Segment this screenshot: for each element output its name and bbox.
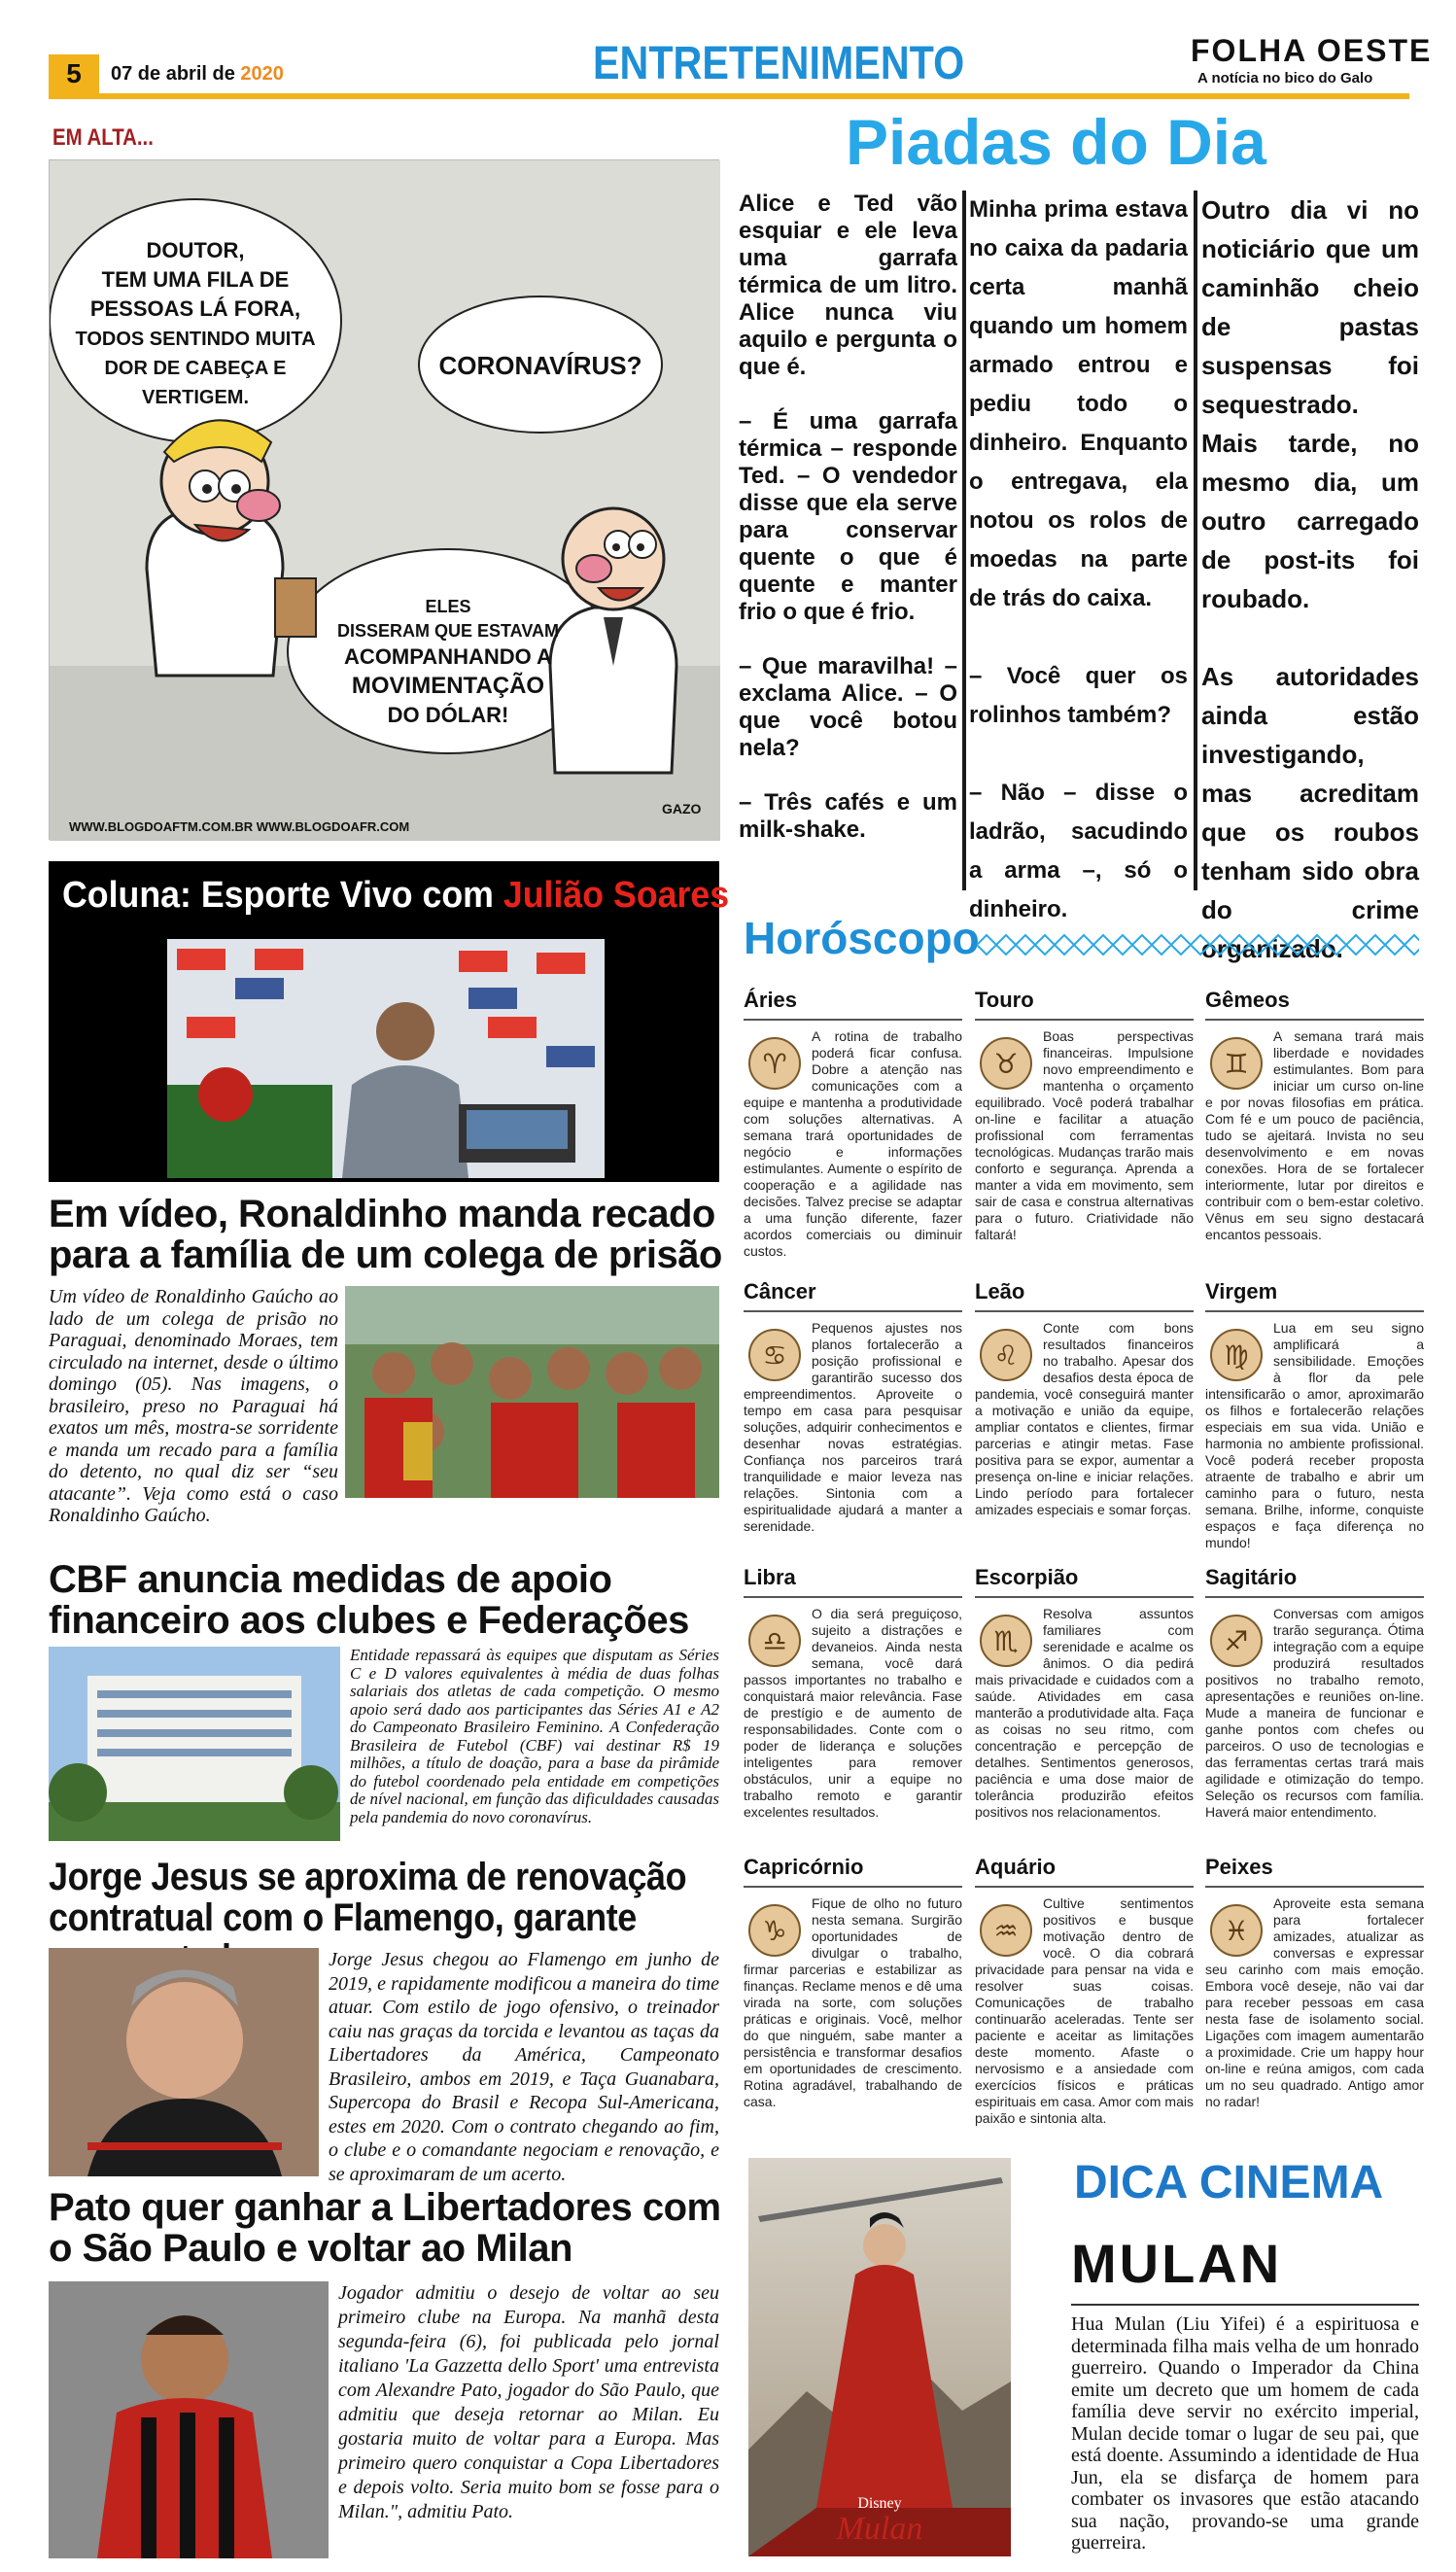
capricorn-icon — [747, 1903, 802, 1958]
cbf-headline: CBF anuncia medidas de apoio financeiro aos clubes e Federações — [49, 1558, 689, 1642]
piada-paragraph: As autoridades ainda estão investigando, mas acreditam que os roubos tenham sido obra do crime organizado. — [1201, 662, 1419, 963]
sign-text: ♐ Conversas com amigos trarão segurança. Ótima integração com a equipe produzirá resultados positivos no trabalho remoto, apresentações e reuniões on-line. Mude a maneira de funcionar e ganhe pontos com chefes ou parceiros. O uso de tecnologias e das ferramentas certas trará mais agilidade e otimização do tempo. Seleção os recursos com família. Haverá maior entendimento. — [1205, 1606, 1424, 1820]
piada-column-3 — [1201, 191, 1419, 1007]
svg-text:♏: ♏ — [993, 1625, 1019, 1657]
newspaper-brand: FOLHA OESTE — [1191, 33, 1433, 68]
sign-rule — [744, 1596, 962, 1598]
piada-paragraph: Minha prima estava no caixa da padaria certa manhã quando um homem armado entrou e pediu todo o dinheiro. Enquanto o entregava, ela notou os rolos de moedas na parte de trás do caixa. — [969, 196, 1188, 611]
svg-text:DOR DE CABEÇA E: DOR DE CABEÇA E — [104, 358, 287, 379]
ronaldinho-headline: Em vídeo, Ronaldinho manda recado para a família de um colega de prisão — [49, 1193, 722, 1276]
svg-text:DO DÓLAR!: DO DÓLAR! — [387, 703, 509, 727]
sign-name: Câncer — [744, 1279, 816, 1303]
svg-text:♊: ♊ — [1224, 1048, 1249, 1080]
piada-paragraph: – Não – disse o ladrão, sacudindo a arma –, só o dinheiro. — [969, 780, 1188, 922]
header-rule — [49, 93, 1409, 99]
piada-paragraph: – Você quer os rolinhos também? — [969, 663, 1188, 728]
horoscope-sign — [975, 1855, 1194, 2127]
piada-paragraph: – Três cafés e um milk-shake. — [739, 789, 957, 843]
virgo-icon — [1209, 1328, 1264, 1382]
svg-text:♓: ♓ — [1224, 1915, 1249, 1947]
taurus-icon — [979, 1036, 1033, 1091]
sign-rule — [975, 1886, 1194, 1888]
svg-text:♌: ♌ — [993, 1339, 1019, 1372]
column-divider — [1194, 191, 1197, 890]
coluna-title: Coluna: Esporte Vivo com Julião Soares — [62, 875, 730, 916]
sign-rule — [975, 1596, 1194, 1598]
cartoon-label: EM ALTA... — [52, 124, 154, 151]
horoscope-sign — [975, 1565, 1194, 1821]
cartoon-image — [49, 159, 719, 840]
columnist-name: Julião Soares — [503, 875, 730, 916]
poster-brand: Disney — [857, 2495, 902, 2512]
sign-rule — [1205, 1886, 1424, 1888]
horoscopo-pattern — [977, 933, 1419, 956]
svg-text:♍: ♍ — [1224, 1339, 1249, 1372]
sign-text: ♓ Aproveite esta semana para fortalecer amizades, atualizar as conversas e expressar seu carinho com mais emoção. Embora você deseje, não vai dar para receber pessoas em casa nesta fase de isolamento social. Ligações com imagem aumentarão a proximidade. Crie um happy hour on-line e reúna amigos, com cada um no seu quadrado. Antigo amor no radar! — [1205, 1895, 1424, 2109]
cartoon-credit: WWW.BLOGDOAFTM.COM.BR WWW.BLOGDOAFR.COM — [69, 819, 410, 834]
sign-text: ♌ Conte com bons resultados financeiros no trabalho. Apesar dos desafios desta época de pandemia, você conseguirá manter a motivação e união da equipe, ampliar contatos e clientes, firmar parcerias e atingir metas. Fase positiva para se expor, aumentar a presença on-line e iniciar relações. Lindo período para fortalecer amizades especiais e somar forças. — [975, 1320, 1194, 1517]
sign-name: Aquário — [975, 1855, 1057, 1879]
svg-text:♒: ♒ — [993, 1915, 1019, 1947]
scorpio-icon — [979, 1614, 1033, 1668]
sign-name: Leão — [975, 1279, 1025, 1303]
sign-text: ♍ Lua em seu signo amplificará a sensibilidade. Emoções à flor da pele intensificarão o amor, aproximarão os filhos e fortalecerão relações especiais em sua vida. União e harmonia no ambiente profissional. Você poderá receber proposta atraente de trabalho e abrir um caminho para o futuro, nesta semana. Brilhe, informe, conquiste espaços e faça diferença no mundo! — [1205, 1320, 1424, 1550]
mulan-poster — [748, 2158, 1011, 2556]
svg-text:♑: ♑ — [762, 1915, 787, 1947]
sign-text: ♒ Cultive sentimentos positivos e busque motivação dentro de você. O dia cobrará privacidade para pensar na vida e resolver suas coisas. Comunicações de trabalho continuarão aceleradas. Tente ser paciente e aceitar as limitações deste momento. Afaste o nervosismo e a ansiedade com exercícios físicos e práticas espirituais em casa. Amor com mais paixão e sintonia alta. — [975, 1895, 1194, 2126]
issue-date: 07 de abril de 2020 — [111, 63, 284, 85]
sign-text: ♈ A rotina de trabalho poderá ficar confusa. Dobre a atenção nas comunicações com a equipe e mantenha a produtividade com soluções alternativas. A semana trará oportunidades de negócio e informações estimulantes. Aumente o espírito de cooperação e a agilidade nas decisões. Talvez precise se adaptar a uma função diferente, fazer acordos comerciais ou diminuir custos. — [744, 1028, 962, 1259]
svg-text:♋: ♋ — [762, 1339, 787, 1372]
svg-text:♉: ♉ — [993, 1048, 1019, 1080]
sign-name: Virgem — [1205, 1279, 1278, 1303]
sign-name: Touro — [975, 988, 1034, 1012]
horoscope-sign — [744, 1855, 962, 2110]
horoscopo-title: Horóscopo — [744, 913, 980, 963]
svg-text:DOUTOR,: DOUTOR, — [146, 238, 245, 262]
column-divider — [962, 191, 966, 890]
section-title: ENTRETENIMENTO — [593, 38, 965, 89]
sign-name: Sagitário — [1205, 1565, 1298, 1589]
horoscope-sign — [744, 988, 962, 1260]
aries-icon — [747, 1036, 802, 1091]
sign-name: Libra — [744, 1565, 796, 1589]
bubble-corona: CORONAVÍRUS? — [438, 351, 642, 380]
libra-icon — [747, 1614, 802, 1668]
horoscope-sign — [1205, 988, 1424, 1243]
studio-photo — [167, 939, 605, 1178]
sign-name: Gêmeos — [1205, 988, 1290, 1012]
sign-rule — [975, 1019, 1194, 1021]
sign-text: ♑ Fique de olho no futuro nesta semana. Surgirão oportunidades de divulgar o trabalho, firmar parcerias e estabilizar as finanças. Reclame menos e dê uma virada na sorte, com soluções práticas e originais. Você, melhor do que ninguém, sabe manter a persistência e transformar desafios em oportunidades de crescimento. Rotina agradável, trabalhando de casa. — [744, 1895, 962, 2109]
svg-text:ELES: ELES — [425, 597, 471, 616]
poster-title: Mulan — [836, 2511, 923, 2547]
jesus-headline: Jorge Jesus se aproxima de renovação contratual com o Flamengo, garante — [49, 1856, 687, 1939]
jesus-story: Jorge Jesus chegou ao Flamengo em junho de 2019, e rapidamente modificou a maneira do time atuar. Com estilo de jogo ofensivo, o treinador caiu nas graças da torcida e levantou as taças da Libertadores da América, Campeonato Brasileiro, ambos em 2019, e Taça Guanabara, Supercopa do Brasil e Recopa Sul-Americana, estes em 2020. Com o contrato chegando ao fim, o clube e o comandante negociam e renovação, e se aproximaram de um acerto. — [329, 1949, 719, 2185]
sign-text: ♋ Pequenos ajustes nos planos fortalecerão a posição profissional e garantirão sucesso dos empreendimentos. Aproveite o tempo em casa para pesquisar soluções, adquirir conhecimentos e desenhar novas estratégias. Confiança nos parceiros trará tranquilidade e maior leveza nas relações. Sintonia com a espiritualidade ajudará a manter a serenidade. — [744, 1320, 962, 1534]
dica-cinema-heading: DICA CINEMA — [1074, 2157, 1384, 2208]
horoscope-sign — [744, 1279, 962, 1535]
sign-rule — [1205, 1019, 1424, 1021]
piada-column-1 — [739, 191, 957, 871]
piada-paragraph: Outro dia vi no noticiário que um caminhão cheio de pastas suspensas foi sequestrado. Mais tarde, no mesmo dia, um outro carregado de post-its foi roubado. — [1201, 195, 1419, 613]
movie-synopsis: Hua Mulan (Liu Yifei) é a espirituosa e determinada filha mais velha de um honrado guerreiro. Quando o Imperador da China emite um decreto que um homem de cada família deve servir no exército imperial, Mulan decide tomar o lugar de seu pai, que está doente. Assumindo a identidade de Hua Jun, ela se disfarça de homem para combater os invasores que estão atacando sua nação, provando-se uma grande guerreira. — [1071, 2313, 1419, 2554]
sign-text: ♉ Boas perspectivas financeiras. Impulsione novo empreendimento e mantenha o orçamento equilibrado. Você poderá trabalhar on-line e facilitar a atuação profissional com ferramentas tecnológicas. Mudanças trarão mais conforto e segurança. Aprenda a manter a vida em movimento, sem sair de casa e construa alternativas para o futuro. Criatividade não faltará! — [975, 1028, 1194, 1242]
sign-rule — [1205, 1596, 1424, 1598]
sign-rule — [975, 1310, 1194, 1312]
piada-paragraph: Alice e Ted vão esquiar e ele leva uma garrafa térmica de um litro. Alice nunca viu aquilo e pergunta o que é. — [739, 191, 957, 380]
horoscope-sign — [744, 1565, 962, 1821]
svg-text:♎: ♎ — [762, 1625, 787, 1657]
sign-text: ♊ A semana trará mais liberdade e novidades estimulantes. Bom para iniciar um curso on-line e por novas filosofias em prática. Com fé e um pouco de paciência, tudo se ajeitará. Invista no seu desenvolvimento e em novas conexões. Hora de se fortalecer interiormente, lutar por direitos e contribuir com o bem-estar coletivo. Vênus em seu signo destacará encantos pessoais. — [1205, 1028, 1424, 1242]
svg-text:DISSERAM QUE ESTAVAM: DISSERAM QUE ESTAVAM — [336, 621, 560, 641]
sign-rule — [1205, 1310, 1424, 1312]
pato-story: Jogador admitiu o desejo de voltar ao seu primeiro clube na Europa. Na manhã desta segunda-feira (6), foi publicada pelo jornal italiano 'La Gazzetta dello Sport' uma entrevista com Alexandre Pato, jogador do São Paulo, que admitiu que deseja retornar ao Milan. Eu gostaria muito de voltar para a Europa. Mas primeiro quero conquistar a Copa Libertadores e depois volto. Seria muito bom se fosse para o Milan.", admitiu Pato. — [338, 2282, 719, 2522]
movie-title-rule — [1071, 2304, 1419, 2306]
piadas-title: Piadas do Dia — [846, 106, 1266, 178]
horoscope-sign — [975, 1279, 1194, 1518]
sign-rule — [744, 1310, 962, 1312]
sign-name: Peixes — [1205, 1855, 1273, 1879]
sign-name: Áries — [744, 988, 798, 1012]
cancer-icon — [747, 1328, 802, 1382]
svg-text:TEM UMA FILA DE: TEM UMA FILA DE — [101, 267, 290, 292]
piada-paragraph: – É uma garrafa térmica – responde Ted. – O vendedor disse que ela serve para conservar quente o que é quente e manter frio o que é frio. — [739, 408, 957, 625]
sign-text: ♎ O dia será preguiçoso, sujeito a distrações e devaneios. Ainda nesta semana, você dará passos importantes no trabalho e conquistará maior relevância. Fase de prestígio e de aumento de responsabilidades. Conte com o poder de liderança e soluções inteligentes para remover obstáculos, unir a equipe no trabalho remoto e garantir excelentes resultados. — [744, 1606, 962, 1820]
svg-text:ACOMPANHANDO A: ACOMPANHANDO A — [344, 644, 552, 669]
horoscope-sign — [1205, 1565, 1424, 1821]
ronaldinho-story: Um vídeo de Ronaldinho Gaúcho ao lado de um colega de prisão no Paraguai, denominado Moraes, tem circulado na internet, desde o último domingo (05). Nas imagens, o brasileiro, preso no Paraguai há exatos um mês, mostra-se sorridente e manda um recado para a família do detento, no qual diz ser “seu atacante”. Veja como está o caso Ronaldinho Gaúcho. — [49, 1286, 338, 1526]
page-number: 5 — [49, 54, 99, 93]
cbf-story: Entidade repassará às equipes que disputam as Séries C e D valores equivalentes à média de duas folhas salariais dos atletas de cada competição. O mesmo apoio será dado aos participantes das Séries A1 e A2 do Campeonato Brasileiro Feminino. A Confederação Brasileira de Futebol (CBF) vai destinar R$ 19 milhões, a título de doação, para a base da pirâmide do futebol coordenado pela entidade em competições de nível nacional, em função das dificuldades causadas pela pandemia do novo coronavírus. — [350, 1646, 719, 1826]
sign-rule — [744, 1886, 962, 1888]
svg-text:TODOS SENTINDO MUITA: TODOS SENTINDO MUITA — [75, 329, 316, 350]
pisces-icon — [1209, 1903, 1264, 1958]
sign-text: ♏ Resolva assuntos familiares com serenidade e acalme os ânimos. O dia pedirá mais privacidade e cuidados com a saúde. Atividades em casa manterão a produtividade alta. Faça as coisas no seu ritmo, com concentração e percepção de detalhes. Sentimentos generosos, paciência e uma dose maior de tolerância produzirão efeitos positivos nos relacionamentos. — [975, 1606, 1194, 1820]
gemini-icon — [1209, 1036, 1264, 1091]
sign-name: Capricórnio — [744, 1855, 864, 1879]
aquarius-icon — [979, 1903, 1033, 1958]
horoscope-sign — [975, 988, 1194, 1243]
issue-year: 2020 — [240, 63, 284, 85]
sagittarius-icon — [1209, 1614, 1264, 1668]
leo-icon — [979, 1328, 1033, 1382]
cartoon-signature: GAZO — [662, 801, 702, 817]
movie-title: MULAN — [1071, 2233, 1283, 2294]
piada-paragraph: – Que maravilha! – exclama Alice. – O que você botou nela? — [739, 653, 957, 761]
svg-text:♐: ♐ — [1224, 1625, 1249, 1657]
svg-text:PESSOAS LÁ FORA,: PESSOAS LÁ FORA, — [89, 296, 301, 321]
horoscope-sign — [1205, 1855, 1424, 2110]
sign-name: Escorpião — [975, 1565, 1079, 1589]
svg-text:MOVIMENTAÇÃO: MOVIMENTAÇÃO — [351, 673, 545, 699]
svg-text:VERTIGEM.: VERTIGEM. — [141, 387, 250, 408]
sign-rule — [744, 1019, 962, 1021]
pato-headline: Pato quer ganhar a Libertadores com o São Paulo e voltar ao Milan — [49, 2186, 721, 2270]
newspaper-tagline: A notícia no bico do Galo — [1197, 70, 1373, 87]
horoscope-sign — [1205, 1279, 1424, 1551]
svg-text:♈: ♈ — [762, 1048, 787, 1080]
piada-column-2 — [969, 191, 1188, 968]
